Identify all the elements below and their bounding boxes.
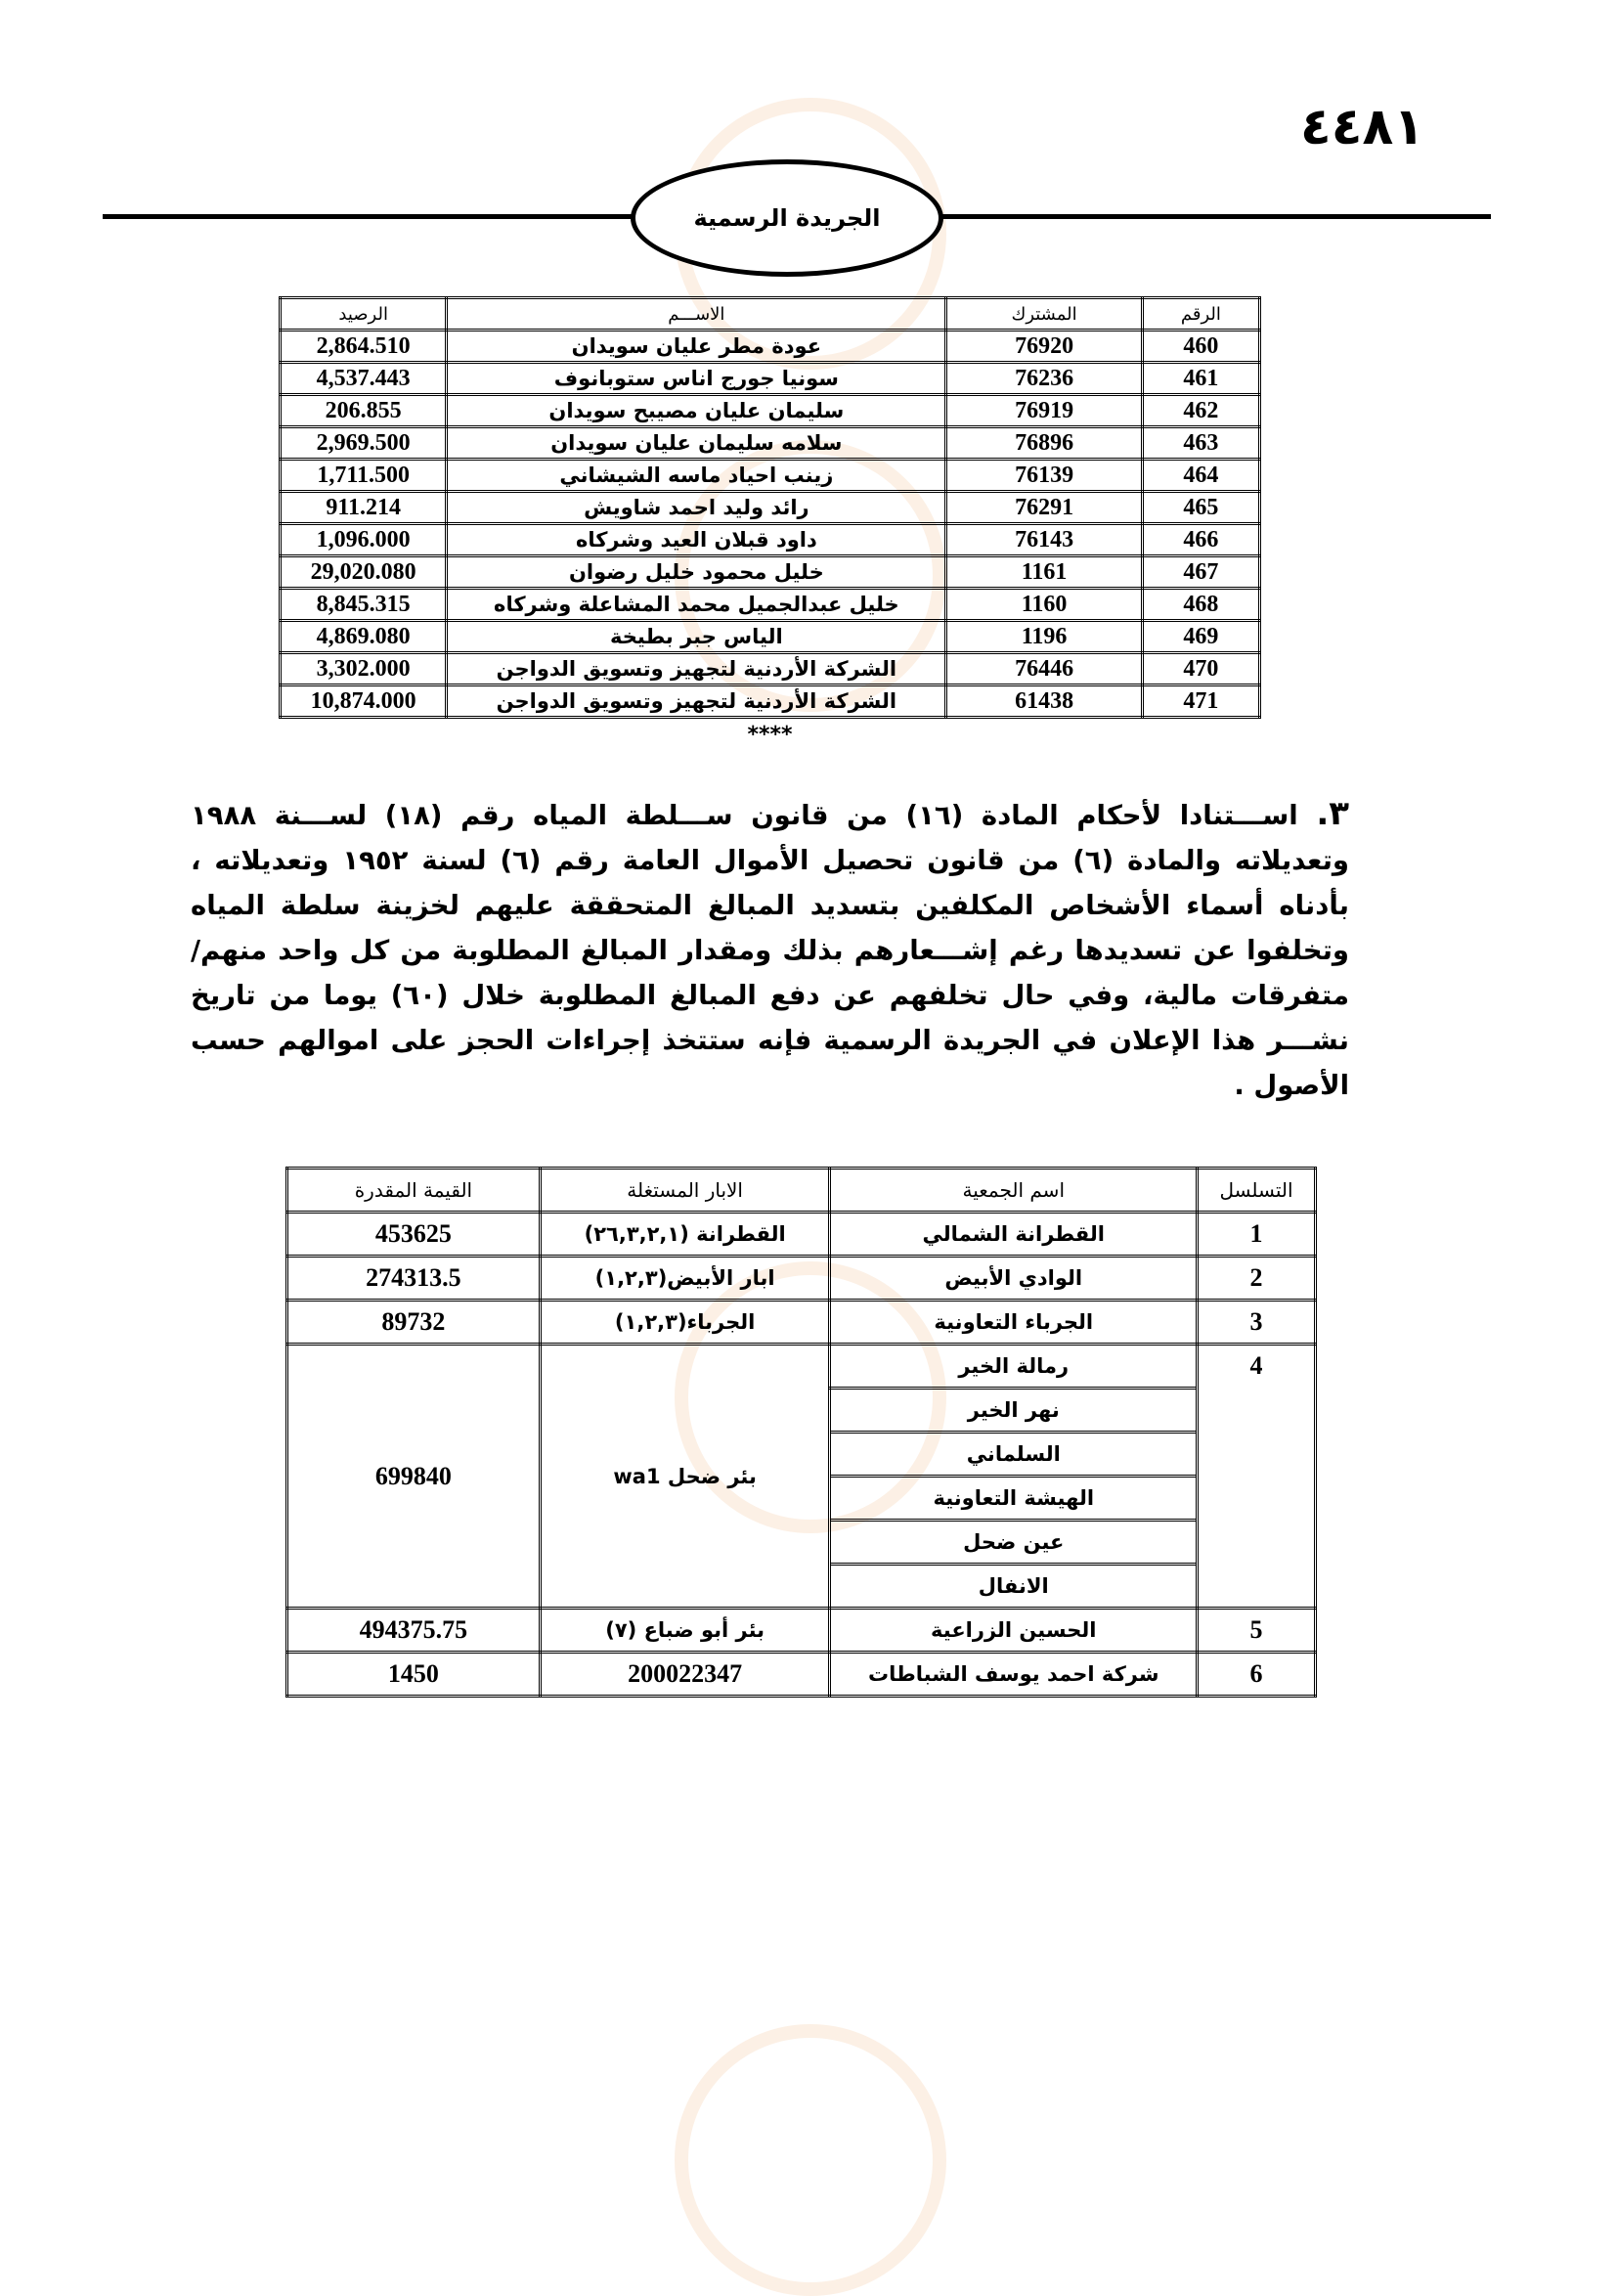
balance: 8,845.315	[281, 589, 447, 621]
association-name: نهر الخير	[830, 1389, 1198, 1433]
table-row	[281, 524, 1260, 556]
notice-paragraph	[191, 791, 1349, 1108]
association-name: الهيشة التعاونية	[830, 1477, 1198, 1521]
balance: 2,864.510	[281, 331, 447, 363]
association-name: الجرباء التعاونية	[830, 1301, 1198, 1345]
subscriber-id: 61438	[946, 685, 1142, 718]
table-row	[287, 1609, 1316, 1653]
notice-text: اســـتنادا لأحكام المادة (١٦) من قانون ســـلطة المياه رقم (١٨) لســـنة ١٩٨٨ وتعديلاته والمادة (٦) من قانون تحصيل الأموال العامة رقم (٦) لسنة ١٩٥٢ وتعديلاته ، بأدناه أسماء الأشخاص المكلفين بتسديد المبالغ المتحققة عليهم لخزينة سلطة المياه وتخلفوا عن تسديدها رغم إشـــعارهم بذلك ومقدار المبالغ المطلوبة من كل واحد منهم/ متفرقات مالية، وفي حال تخلفهم عن دفع المبالغ المطلوبة خلال (٦٠) يوما من تاريخ نشـــر هذا الإعلان في الجريدة الرسمية فإنه ستتخذ إجراءات الحجز على اموالهم حسب الأصول .	[191, 800, 1349, 1101]
subscriber-name: سليمان عليان مصيبح سويدان	[447, 395, 946, 427]
balance: 2,969.500	[281, 427, 447, 460]
row-number: 471	[1142, 685, 1259, 718]
notice-number: ٣.	[1316, 794, 1349, 833]
subscriber-name: داود قبلان العيد وشركاه	[447, 524, 946, 556]
subscriber-id: 76139	[946, 460, 1142, 492]
sequence: 1	[1198, 1213, 1316, 1257]
estimated-value: 453625	[287, 1213, 541, 1257]
table-row	[287, 1653, 1316, 1697]
subscriber-name: الشركة الأردنية لتجهيز وتسويق الدواجن	[447, 653, 946, 685]
table-row	[287, 1257, 1316, 1301]
association-name: رمالة الخير	[830, 1345, 1198, 1389]
subscriber-id: 76896	[946, 427, 1142, 460]
subscriber-name: الشركة الأردنية لتجهيز وتسويق الدواجن	[447, 685, 946, 718]
estimated-value: 89732	[287, 1301, 541, 1345]
association-name: الوادي الأبيض	[830, 1257, 1198, 1301]
subscriber-name: سلامه سليمان عليان سويدان	[447, 427, 946, 460]
wells: القطرانة (٢٦,٣,٢,١)	[540, 1213, 830, 1257]
subscriber-name: رائد وليد احمد شاويش	[447, 492, 946, 524]
association-name: الانفال	[830, 1565, 1198, 1609]
balance: 3,302.000	[281, 653, 447, 685]
estimated-value: 1450	[287, 1653, 541, 1697]
sequence: 3	[1198, 1301, 1316, 1345]
subscriber-id: 1196	[946, 621, 1142, 653]
table-header-row	[287, 1169, 1316, 1213]
subscriber-id: 76143	[946, 524, 1142, 556]
association-name: الحسين الزراعية	[830, 1609, 1198, 1653]
row-number: 465	[1142, 492, 1259, 524]
subscribers-table	[279, 296, 1261, 719]
table-row	[281, 556, 1260, 589]
subscriber-id: 1160	[946, 589, 1142, 621]
estimated-value: 699840	[287, 1345, 541, 1609]
page-number: ٤٤٨١	[1300, 98, 1424, 156]
wells: 200022347	[540, 1653, 830, 1697]
header-oval	[631, 159, 943, 277]
table-row	[287, 1345, 1316, 1389]
balance: 4,869.080	[281, 621, 447, 653]
table-row	[281, 363, 1260, 395]
table-row	[287, 1213, 1316, 1257]
table-row	[281, 589, 1260, 621]
subscriber-name: خليل محمود خليل رضوان	[447, 556, 946, 589]
association-name: شركة احمد يوسف الشباطات	[830, 1653, 1198, 1697]
balance: 1,711.500	[281, 460, 447, 492]
table-row	[281, 685, 1260, 718]
subscriber-id: 76919	[946, 395, 1142, 427]
row-number: 460	[1142, 331, 1259, 363]
subscriber-id: 76291	[946, 492, 1142, 524]
balance: 4,537.443	[281, 363, 447, 395]
row-number: 469	[1142, 621, 1259, 653]
association-name: السلماني	[830, 1433, 1198, 1477]
balance: 1,096.000	[281, 524, 447, 556]
col-header-name: الاســـم	[447, 298, 946, 331]
table-row	[281, 395, 1260, 427]
sequence: 2	[1198, 1257, 1316, 1301]
row-number: 467	[1142, 556, 1259, 589]
estimated-value: 274313.5	[287, 1257, 541, 1301]
col-header-association: اسم الجمعية	[830, 1169, 1198, 1213]
sequence: 6	[1198, 1653, 1316, 1697]
row-number: 461	[1142, 363, 1259, 395]
subscriber-id: 76446	[946, 653, 1142, 685]
balance: 29,020.080	[281, 556, 447, 589]
subscriber-id: 76236	[946, 363, 1142, 395]
wells: بئر أبو ضباع (٧)	[540, 1609, 830, 1653]
col-header-subscriber: المشترك	[946, 298, 1142, 331]
subscriber-name: سونيا جورج اناس ستوبانوف	[447, 363, 946, 395]
row-number: 463	[1142, 427, 1259, 460]
row-number: 464	[1142, 460, 1259, 492]
col-header-seq: التسلسل	[1198, 1169, 1316, 1213]
table-row	[281, 492, 1260, 524]
watermark-clock	[675, 2024, 946, 2296]
table-row	[281, 653, 1260, 685]
estimated-value: 494375.75	[287, 1609, 541, 1653]
row-number: 462	[1142, 395, 1259, 427]
balance: 10,874.000	[281, 685, 447, 718]
subscriber-id: 1161	[946, 556, 1142, 589]
col-header-number: الرقم	[1142, 298, 1259, 331]
wells: ابار الأبيض(١,٢,٣)	[540, 1257, 830, 1301]
col-header-wells: الابار المستغلة	[540, 1169, 830, 1213]
wells: الجرباء(١,٢,٣)	[540, 1301, 830, 1345]
balance: 206.855	[281, 395, 447, 427]
page-body	[0, 296, 1617, 1698]
sequence: 5	[1198, 1609, 1316, 1653]
subscriber-name: خليل عبدالجميل محمد المشاعلة وشركاه	[447, 589, 946, 621]
wells: بئر ضحل wa1	[540, 1345, 830, 1609]
subscriber-id: 76920	[946, 331, 1142, 363]
table-row	[281, 331, 1260, 363]
table-row	[281, 460, 1260, 492]
balance: 911.214	[281, 492, 447, 524]
subscriber-name: الياس جبر بطيخة	[447, 621, 946, 653]
table-row	[287, 1301, 1316, 1345]
gazette-title: الجريدة الرسمية	[693, 204, 881, 232]
col-header-value: القيمة المقدرة	[287, 1169, 541, 1213]
associations-table	[285, 1167, 1317, 1698]
association-name: عين ضحل	[830, 1521, 1198, 1565]
col-header-balance: الرصيد	[281, 298, 447, 331]
association-name: القطرانة الشمالي	[830, 1213, 1198, 1257]
table-header-row	[281, 298, 1260, 331]
table-row	[281, 427, 1260, 460]
row-number: 468	[1142, 589, 1259, 621]
row-number: 466	[1142, 524, 1259, 556]
subscriber-name: زينب احياد ماسه الشيشاني	[447, 460, 946, 492]
sequence: 4	[1198, 1345, 1316, 1609]
row-number: 470	[1142, 653, 1259, 685]
table-row	[281, 621, 1260, 653]
subscriber-name: عودة مطر عليان سويدان	[447, 331, 946, 363]
separator-stars: ****	[747, 723, 793, 747]
